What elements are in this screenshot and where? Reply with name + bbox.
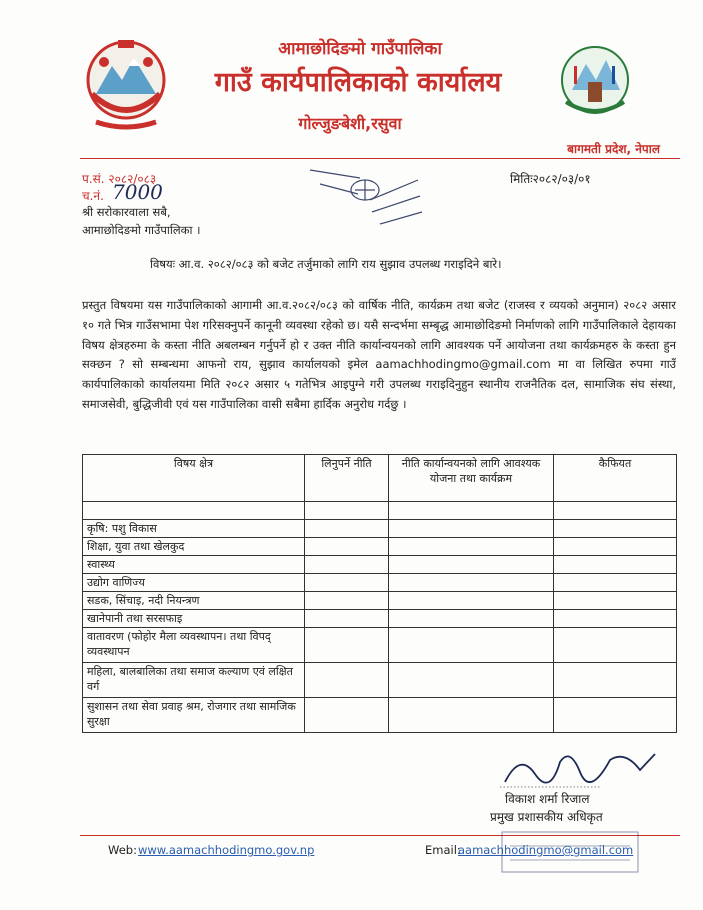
name-stamp-icon	[500, 828, 640, 878]
table-cell: वातावरण (फोहोर मैला व्यवस्थापन। तथा विपद् व्यवस्थापन	[83, 628, 305, 663]
table-row	[83, 520, 677, 538]
header-subject-area: विषय क्षेत्र	[83, 455, 305, 502]
province-text: बागमती प्रदेश, नेपाल	[567, 142, 660, 156]
office-address: गोल्जुङबेशी,रसुवा	[298, 114, 402, 133]
table-row	[83, 610, 677, 628]
office-title: गाउँ कार्यपालिकाको कार्यालय	[214, 67, 502, 98]
web-label: Web:	[108, 843, 137, 857]
table-cell	[83, 502, 305, 520]
table-cell: महिला, बालबालिका तथा समाज कल्याण एवं लक्षित वर्ग	[83, 663, 305, 698]
recipient-line-1: श्री सरोकारवाला सबै,	[82, 205, 171, 219]
letter-date: मितिः२०८२/०३/०१	[510, 172, 591, 186]
header-policy: लिनुपर्ने नीति	[305, 455, 389, 502]
table-row	[83, 592, 677, 610]
dispatch-label: च.नं.	[82, 189, 104, 203]
table-cell: शिक्षा, युवा तथा खेलकुद	[83, 538, 305, 556]
dispatch-number: 7000	[112, 180, 163, 204]
table-row	[83, 574, 677, 592]
table-cell: सुशासन तथा सेवा प्रवाह श्रम, रोजगार तथा सामजिक सुरक्षा	[83, 698, 305, 733]
municipality-logo-icon	[560, 42, 630, 120]
email-link[interactable]: aamachhodingmo@gmail.com	[458, 843, 634, 857]
table-header-row	[83, 455, 677, 502]
suggestion-table	[82, 454, 677, 733]
municipality-name: आमाछोदिङमो गाउँपालिका	[278, 39, 442, 59]
table-row	[83, 556, 677, 574]
recipient-line-2: आमाछोदिङमो गाउँपालिका ।	[82, 223, 201, 237]
email-label: Email:	[425, 843, 461, 857]
table-cell: उद्योग वाणिज्य	[83, 574, 305, 592]
website-link[interactable]: www.aamachhodingmo.gov.np	[138, 843, 315, 857]
table-cell: सडक, सिंचाइ, नदी नियन्त्रण	[83, 592, 305, 610]
table-cell: स्वास्थ्य	[83, 556, 305, 574]
nepal-emblem-icon	[82, 36, 170, 132]
letter-body: प्रस्तुत विषयमा यस गाउँपालिकाको आगामी आ.व.२०८२/०८३ को वार्षिक नीति, कार्यक्रम तथा बजेट (राजस्व र व्ययको अनुमान) २०८२ असार १० गते भित्र गाउँसभामा पेश गरिसक्नुपर्ने कानूनी व्यवस्था रहेको छ। यसै सन्दर्भमा सम्बृद्ध आमाछोदिङमो निर्माणको लागि गाउँपालिकाले देहायका विषय क्षेत्रहरुमा के कस्ता नीति अबलम्बन गर्नुपर्ने हो र उक्त नीति कार्यान्वयनको लागि आवश्यक पर्ने आयोजना तथा कार्यक्रमहरु के कस्ता हुन सक्छन ? सो सम्बन्धमा आफनो राय, सुझाव कार्यालयको इमेल aamachhodingmo@gmail.com मा वा लिखित रुपमा गाउँ कार्यपालिकाको कार्यालयमा मिति २०८२ असार ५ गतेभित्र आइपुग्ने गरी उपलब्ध गराइदिनुहुन स्थानीय राजनैतिक दल, सामाजिक संघ संस्था, समाजसेवी, बुद्धिजीवी एवं यस गाउँपालिका वासी सबैमा हार्दिक अनुरोध गर्दछु ।	[82, 298, 676, 411]
table-cell: खानेपानी तथा सरसफाइ	[83, 610, 305, 628]
signer-title: प्रमुख प्रशासकीय अधिकृत	[490, 810, 603, 824]
header-remarks: कैफियत	[554, 455, 677, 502]
table-row	[83, 663, 677, 698]
table-row	[83, 538, 677, 556]
letter-subject: विषयः आ.व. २०८२/०८३ को बजेट तर्जुमाको लागि राय सुझाव उपलब्ध गराइदिने बारे।	[150, 257, 502, 271]
reference-number: प.सं. २०८२/०८३	[82, 172, 157, 186]
table-cell: कृषि: पशु विकास	[83, 520, 305, 538]
header-plan: नीति कार्यान्वयनको लागि आवश्यक योजना तथा कार्यक्रम	[389, 455, 554, 502]
table-row	[83, 628, 677, 663]
table-row	[83, 698, 677, 733]
table-row	[83, 502, 677, 520]
signer-name: विकाश शर्मा रिजाल	[505, 792, 590, 806]
office-stamp-icon	[300, 150, 430, 245]
signature-icon	[500, 742, 660, 792]
